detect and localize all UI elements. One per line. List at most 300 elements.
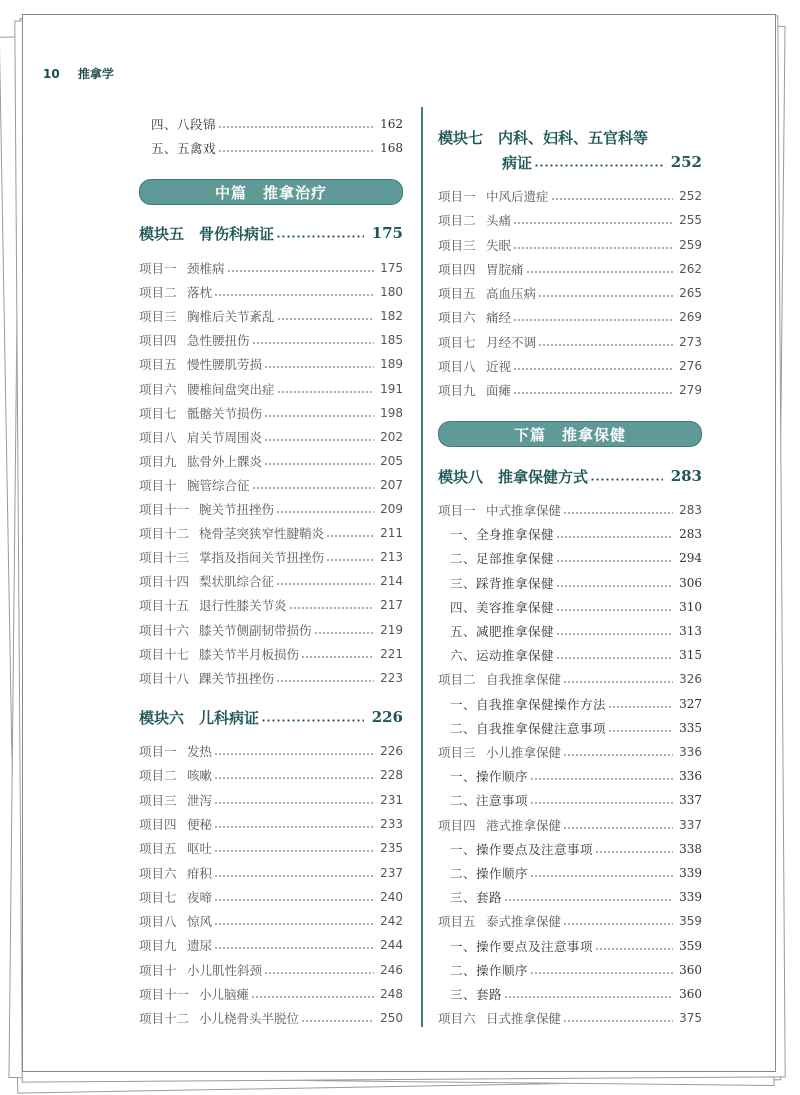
page-ref: 255 bbox=[679, 213, 702, 228]
toc-item[interactable] bbox=[139, 547, 403, 567]
toc-item[interactable] bbox=[438, 186, 702, 206]
entry-title bbox=[450, 767, 528, 785]
toc-item[interactable] bbox=[139, 475, 403, 495]
entry-title bbox=[450, 549, 554, 567]
toc-subitem[interactable] bbox=[438, 936, 702, 956]
entry-title bbox=[450, 791, 528, 809]
entry-title bbox=[139, 985, 249, 1003]
dot-leader bbox=[214, 923, 374, 925]
dot-leader bbox=[264, 415, 374, 417]
entry-title bbox=[450, 888, 502, 906]
dot-leader bbox=[214, 294, 374, 296]
dot-leader bbox=[538, 295, 673, 297]
item-number: 项目三 bbox=[139, 792, 177, 808]
part-banner: 中篇 推拿治疗 bbox=[139, 179, 403, 205]
entry-title bbox=[139, 1009, 299, 1027]
page-ref: 252 bbox=[679, 189, 702, 203]
item-number: 项目八 bbox=[139, 914, 177, 930]
dot-leader bbox=[214, 850, 374, 852]
item-number: 项目五 bbox=[139, 841, 177, 857]
toc-subitem[interactable] bbox=[438, 573, 702, 593]
dot-leader bbox=[534, 164, 663, 167]
dot-leader bbox=[214, 875, 374, 877]
toc-item[interactable] bbox=[139, 258, 403, 278]
entry-label: 近视 bbox=[486, 358, 512, 374]
entry-label: 小儿肌性斜颈 bbox=[187, 962, 263, 978]
toc-item[interactable] bbox=[438, 307, 702, 327]
toc-item[interactable] bbox=[139, 403, 403, 423]
toc-item[interactable] bbox=[139, 765, 403, 785]
dot-leader bbox=[504, 996, 673, 998]
toc-item[interactable] bbox=[139, 790, 403, 810]
entry-title bbox=[139, 621, 312, 639]
dot-leader bbox=[513, 319, 673, 321]
item-number: 项目四 bbox=[139, 816, 177, 832]
page-ref: 240 bbox=[380, 889, 403, 904]
page-ref: 326 bbox=[679, 672, 702, 687]
item-number: 项目十二 bbox=[139, 1011, 190, 1027]
item-number: 项目三 bbox=[438, 237, 476, 253]
page-ref: 283 bbox=[670, 467, 702, 485]
dot-leader bbox=[276, 235, 364, 238]
item-number: 项目十二 bbox=[139, 526, 190, 542]
toc-item[interactable] bbox=[438, 332, 702, 352]
toc-item[interactable] bbox=[139, 863, 403, 883]
toc-item[interactable] bbox=[438, 500, 702, 520]
entry-title bbox=[450, 864, 528, 882]
toc-item[interactable] bbox=[438, 815, 702, 835]
dot-leader bbox=[526, 271, 674, 273]
entry-title bbox=[450, 622, 554, 640]
toc-item[interactable] bbox=[139, 838, 403, 858]
toc-item[interactable] bbox=[139, 814, 403, 834]
book-title: 推拿学 bbox=[77, 67, 114, 81]
toc-item[interactable] bbox=[438, 742, 702, 762]
toc-item[interactable] bbox=[139, 595, 403, 615]
toc-module-heading[interactable] bbox=[438, 464, 702, 488]
entry-label: 痛经 bbox=[486, 310, 512, 326]
entry-title bbox=[139, 791, 212, 809]
entry-title bbox=[450, 840, 593, 858]
entry-label: 二、操作顺序 bbox=[450, 866, 529, 881]
entry-label: 退行性膝关节炎 bbox=[199, 598, 287, 614]
page-ref: 283 bbox=[679, 503, 702, 517]
toc-item[interactable] bbox=[139, 451, 403, 471]
page-ref: 336 bbox=[679, 745, 702, 759]
item-number: 项目一 bbox=[139, 744, 177, 759]
entry-title bbox=[139, 331, 250, 349]
page-ref: 250 bbox=[380, 1011, 403, 1026]
entry-label: 小儿桡骨头半脱位 bbox=[199, 1011, 300, 1027]
dot-leader bbox=[513, 392, 673, 394]
toc-item[interactable] bbox=[438, 235, 702, 255]
dot-leader bbox=[214, 777, 374, 779]
entry-title bbox=[151, 115, 216, 133]
toc-subitem[interactable] bbox=[438, 960, 702, 980]
dot-leader bbox=[326, 559, 374, 561]
dot-leader bbox=[595, 948, 673, 950]
toc-subitem[interactable] bbox=[438, 694, 702, 714]
entry-label: 肩关节周围炎 bbox=[187, 429, 263, 445]
toc-item[interactable] bbox=[438, 356, 702, 376]
entry-title bbox=[139, 259, 225, 277]
item-number: 项目二 bbox=[139, 285, 177, 301]
entry-label: 五、五禽戏 bbox=[151, 141, 217, 156]
item-number: 项目七 bbox=[139, 889, 177, 905]
entry-label: 头痛 bbox=[486, 213, 512, 229]
page-ref: 246 bbox=[380, 962, 403, 977]
item-number: 项目十五 bbox=[139, 598, 190, 614]
toc-item[interactable] bbox=[438, 259, 702, 279]
entry-label: 遗尿 bbox=[187, 938, 213, 954]
toc-subitem[interactable] bbox=[139, 138, 403, 158]
page-ref: 273 bbox=[679, 334, 702, 349]
entry-label: 小儿脑瘫 bbox=[199, 987, 250, 1002]
toc-subitem[interactable] bbox=[438, 645, 702, 665]
entry-label: 二、自我推拿保健注意事项 bbox=[450, 720, 607, 736]
entry-label: 港式推拿保健 bbox=[486, 817, 562, 833]
toc-item[interactable] bbox=[438, 210, 702, 230]
toc-item[interactable] bbox=[139, 499, 403, 519]
module-title: 模块八 推拿保健方式 bbox=[438, 467, 589, 486]
toc-subitem[interactable] bbox=[438, 597, 702, 617]
entry-label: 二、注意事项 bbox=[450, 793, 529, 809]
dot-leader bbox=[556, 609, 673, 611]
toc-subitem[interactable] bbox=[438, 790, 702, 810]
page-ref: 202 bbox=[380, 429, 403, 444]
item-number: 项目三 bbox=[139, 309, 177, 325]
dot-leader bbox=[556, 633, 673, 635]
dot-leader bbox=[214, 947, 374, 949]
entry-title bbox=[450, 719, 606, 737]
toc-item[interactable] bbox=[139, 620, 403, 640]
entry-label: 桡骨茎突狭窄性腱鞘炎 bbox=[199, 526, 325, 542]
entry-title bbox=[139, 404, 262, 422]
entry-label: 日式推拿保健 bbox=[486, 1011, 562, 1027]
item-number: 项目二 bbox=[438, 672, 476, 688]
dot-leader bbox=[556, 657, 673, 659]
page-ref: 217 bbox=[380, 598, 403, 613]
dot-leader bbox=[314, 632, 375, 634]
entry-label: 踝关节扭挫伤 bbox=[199, 670, 275, 686]
entry-label: 月经不调 bbox=[486, 334, 537, 350]
item-number: 项目四 bbox=[438, 261, 476, 277]
dot-leader bbox=[608, 706, 673, 708]
page-ref: 231 bbox=[380, 792, 403, 807]
toc-subitem[interactable] bbox=[438, 839, 702, 859]
dot-leader bbox=[530, 972, 673, 974]
toc-module-heading[interactable] bbox=[438, 125, 702, 175]
item-number: 项目一 bbox=[438, 189, 476, 204]
entry-title bbox=[438, 1009, 561, 1027]
page-ref: 359 bbox=[679, 938, 702, 953]
page-ref: 213 bbox=[380, 550, 403, 565]
dot-leader bbox=[538, 344, 673, 346]
entry-label: 二、操作顺序 bbox=[450, 962, 529, 978]
item-number: 项目十七 bbox=[139, 646, 190, 662]
toc-item[interactable] bbox=[438, 911, 702, 931]
entry-label: 三、踩背推拿保健 bbox=[450, 575, 555, 591]
entry-title bbox=[151, 139, 216, 157]
toc-module-heading[interactable] bbox=[139, 221, 403, 245]
page-ref: 226 bbox=[371, 708, 403, 726]
item-number: 项目十六 bbox=[139, 622, 190, 638]
dot-leader bbox=[252, 342, 375, 344]
entry-title bbox=[139, 645, 299, 663]
page-ref: 185 bbox=[380, 333, 403, 348]
entry-label: 胃脘痛 bbox=[486, 261, 524, 277]
entry-title bbox=[438, 236, 511, 254]
toc-item[interactable] bbox=[438, 283, 702, 303]
entry-label: 梨状肌综合征 bbox=[199, 574, 275, 590]
toc-item[interactable] bbox=[438, 1008, 702, 1028]
page-ref: 219 bbox=[380, 622, 403, 637]
dot-leader bbox=[595, 851, 673, 853]
entry-label: 泄泻 bbox=[187, 792, 213, 808]
toc-item[interactable] bbox=[139, 330, 403, 350]
dot-leader bbox=[276, 583, 374, 585]
entry-title bbox=[438, 211, 511, 229]
entry-label: 高血压病 bbox=[486, 286, 537, 301]
page-ref: 360 bbox=[679, 987, 702, 1001]
dot-leader bbox=[563, 512, 673, 514]
item-number: 项目十四 bbox=[139, 574, 190, 590]
page-ref: 237 bbox=[380, 865, 403, 880]
item-number: 项目八 bbox=[139, 429, 177, 445]
toc-subitem[interactable] bbox=[438, 718, 702, 738]
dot-leader bbox=[504, 899, 673, 901]
entry-title bbox=[450, 525, 554, 543]
dot-leader bbox=[214, 899, 374, 901]
dot-leader bbox=[513, 247, 673, 249]
entry-title bbox=[139, 307, 275, 325]
module-title: 模块七 内科、妇科、五官科等 bbox=[438, 128, 649, 147]
entry-title bbox=[139, 961, 262, 979]
entry-label: 便秘 bbox=[187, 816, 213, 832]
toc-item[interactable] bbox=[139, 911, 403, 931]
dot-leader bbox=[301, 656, 374, 658]
page-ref: 211 bbox=[380, 526, 403, 541]
toc-item[interactable] bbox=[438, 380, 702, 400]
toc-subitem[interactable] bbox=[438, 887, 702, 907]
item-number: 项目七 bbox=[438, 334, 476, 350]
toc-subitem[interactable] bbox=[438, 548, 702, 568]
item-number: 项目六 bbox=[438, 310, 476, 326]
entry-label: 惊风 bbox=[187, 914, 213, 930]
item-number: 项目四 bbox=[438, 817, 476, 833]
dot-leader bbox=[277, 391, 375, 393]
entry-title bbox=[139, 888, 212, 906]
entry-title bbox=[438, 501, 561, 519]
page-ref: 191 bbox=[380, 381, 403, 396]
toc-item[interactable] bbox=[139, 571, 403, 591]
entry-label: 呕吐 bbox=[187, 841, 213, 857]
entry-label: 三、套路 bbox=[450, 890, 503, 906]
entry-label: 膝关节侧副韧带损伤 bbox=[199, 622, 312, 638]
dot-leader bbox=[264, 366, 374, 368]
page-ref: 335 bbox=[679, 720, 702, 735]
page-ref: 262 bbox=[679, 261, 702, 276]
toc-item[interactable] bbox=[139, 306, 403, 326]
entry-title bbox=[139, 548, 324, 566]
toc-item[interactable] bbox=[139, 379, 403, 399]
entry-label: 自我推拿保健 bbox=[486, 672, 562, 688]
page-ref: 359 bbox=[679, 914, 702, 929]
toc-subitem[interactable] bbox=[438, 524, 702, 544]
dot-leader bbox=[563, 827, 673, 829]
page-ref: 223 bbox=[380, 670, 403, 685]
toc-item[interactable] bbox=[139, 354, 403, 374]
item-number: 项目四 bbox=[139, 333, 177, 349]
page-ref: 175 bbox=[380, 261, 403, 275]
item-number: 项目六 bbox=[139, 381, 177, 397]
page-ref: 360 bbox=[679, 962, 702, 977]
toc-item[interactable] bbox=[139, 523, 403, 543]
item-number: 项目九 bbox=[438, 383, 476, 398]
entry-title bbox=[450, 646, 554, 664]
dot-leader bbox=[513, 222, 673, 224]
item-number: 项目九 bbox=[139, 938, 177, 954]
entry-title bbox=[139, 815, 212, 833]
page-ref: 276 bbox=[679, 358, 702, 373]
entry-label: 五、减肥推拿保健 bbox=[450, 624, 555, 639]
column-divider bbox=[421, 107, 423, 1027]
dot-leader bbox=[556, 585, 673, 587]
page-ref: 248 bbox=[380, 987, 403, 1001]
item-number: 项目一 bbox=[139, 261, 177, 276]
entry-label: 一、操作要点及注意事项 bbox=[450, 841, 594, 857]
entry-title bbox=[450, 695, 606, 713]
entry-title bbox=[438, 187, 549, 205]
dot-leader bbox=[264, 972, 374, 974]
entry-label: 一、全身推拿保健 bbox=[450, 527, 555, 543]
page-ref: 168 bbox=[380, 141, 403, 155]
entry-title bbox=[450, 937, 593, 955]
page-ref: 244 bbox=[380, 938, 403, 953]
page-ref: 242 bbox=[380, 914, 403, 929]
toc-page bbox=[22, 14, 776, 1072]
toc-item[interactable] bbox=[438, 669, 702, 689]
entry-title bbox=[139, 572, 274, 590]
dot-leader bbox=[218, 150, 374, 152]
item-number: 项目五 bbox=[438, 914, 476, 930]
entry-title bbox=[438, 260, 524, 278]
entry-label: 落枕 bbox=[187, 285, 213, 301]
dot-leader bbox=[590, 478, 663, 481]
page-ref: 279 bbox=[679, 383, 702, 397]
item-number: 项目十一 bbox=[139, 987, 190, 1002]
toc-item[interactable] bbox=[139, 887, 403, 907]
dot-leader bbox=[608, 730, 673, 732]
toc-item[interactable] bbox=[139, 282, 403, 302]
entry-title bbox=[139, 355, 262, 373]
toc-subitem[interactable] bbox=[438, 766, 702, 786]
page-ref: 205 bbox=[380, 453, 403, 468]
entry-label: 骶髂关节损伤 bbox=[187, 405, 263, 421]
entry-title bbox=[438, 308, 511, 326]
toc-item[interactable] bbox=[139, 960, 403, 980]
item-number: 项目八 bbox=[438, 358, 476, 374]
entry-label: 泰式推拿保健 bbox=[486, 914, 562, 930]
toc-subitem[interactable] bbox=[139, 114, 403, 134]
page-ref: 339 bbox=[679, 890, 702, 905]
entry-label: 疳积 bbox=[187, 865, 213, 881]
item-number: 项目十 bbox=[139, 962, 177, 978]
item-number: 项目六 bbox=[438, 1011, 476, 1027]
dot-leader bbox=[261, 719, 364, 722]
page-ref: 221 bbox=[380, 646, 403, 661]
page-ref: 294 bbox=[679, 551, 702, 566]
page-ref: 336 bbox=[679, 769, 702, 784]
entry-label: 发热 bbox=[187, 744, 213, 759]
entry-label: 四、八段锦 bbox=[151, 117, 217, 132]
page-ref: 198 bbox=[380, 405, 403, 420]
item-number: 项目二 bbox=[438, 213, 476, 229]
page-ref: 313 bbox=[679, 624, 702, 638]
entry-label: 掌指及指间关节扭挫伤 bbox=[199, 550, 325, 566]
dot-leader bbox=[563, 754, 673, 756]
entry-title bbox=[139, 380, 275, 398]
dot-leader bbox=[277, 318, 375, 320]
module-title: 模块六 儿科病证 bbox=[139, 708, 260, 727]
toc-subitem[interactable] bbox=[438, 984, 702, 1004]
dot-leader bbox=[551, 198, 674, 200]
module-title: 模块五 骨伤科病证 bbox=[139, 224, 275, 243]
running-header bbox=[43, 65, 128, 82]
dot-leader bbox=[252, 487, 375, 489]
page-ref: 209 bbox=[380, 502, 403, 516]
page-ref: 189 bbox=[380, 357, 403, 372]
page-ref: 337 bbox=[679, 817, 702, 832]
dot-leader bbox=[530, 875, 673, 877]
dot-leader bbox=[251, 996, 374, 998]
dot-leader bbox=[214, 753, 374, 755]
page-ref: 283 bbox=[679, 527, 702, 542]
toc-item[interactable] bbox=[139, 644, 403, 664]
page-ref: 226 bbox=[380, 744, 403, 758]
item-number: 项目九 bbox=[139, 453, 177, 469]
page-ref: 175 bbox=[371, 224, 403, 242]
toc-item[interactable] bbox=[139, 984, 403, 1004]
page-ref: 315 bbox=[679, 648, 702, 663]
dot-leader bbox=[289, 607, 375, 609]
page-ref: 180 bbox=[380, 285, 403, 300]
entry-title bbox=[450, 961, 528, 979]
entry-title bbox=[139, 283, 212, 301]
toc-item[interactable] bbox=[139, 1008, 403, 1028]
dot-leader bbox=[326, 535, 374, 537]
dot-leader bbox=[276, 680, 374, 682]
page-ref: 375 bbox=[679, 1011, 702, 1026]
toc-item[interactable] bbox=[139, 427, 403, 447]
toc-subitem[interactable] bbox=[438, 863, 702, 883]
item-number: 项目三 bbox=[438, 745, 476, 760]
dot-leader bbox=[214, 826, 374, 828]
dot-leader bbox=[214, 802, 374, 804]
toc-item[interactable] bbox=[139, 935, 403, 955]
toc-item[interactable] bbox=[139, 741, 403, 761]
toc-subitem[interactable] bbox=[438, 621, 702, 641]
entry-label: 四、美容推拿保健 bbox=[450, 599, 555, 615]
toc-item[interactable] bbox=[139, 668, 403, 688]
item-number: 项目七 bbox=[139, 405, 177, 421]
entry-title bbox=[139, 912, 212, 930]
entry-label: 中式推拿保健 bbox=[486, 503, 562, 518]
dot-leader bbox=[276, 511, 374, 513]
toc-module-heading[interactable] bbox=[139, 705, 403, 729]
entry-label: 失眠 bbox=[486, 237, 512, 253]
dot-leader bbox=[563, 681, 673, 683]
